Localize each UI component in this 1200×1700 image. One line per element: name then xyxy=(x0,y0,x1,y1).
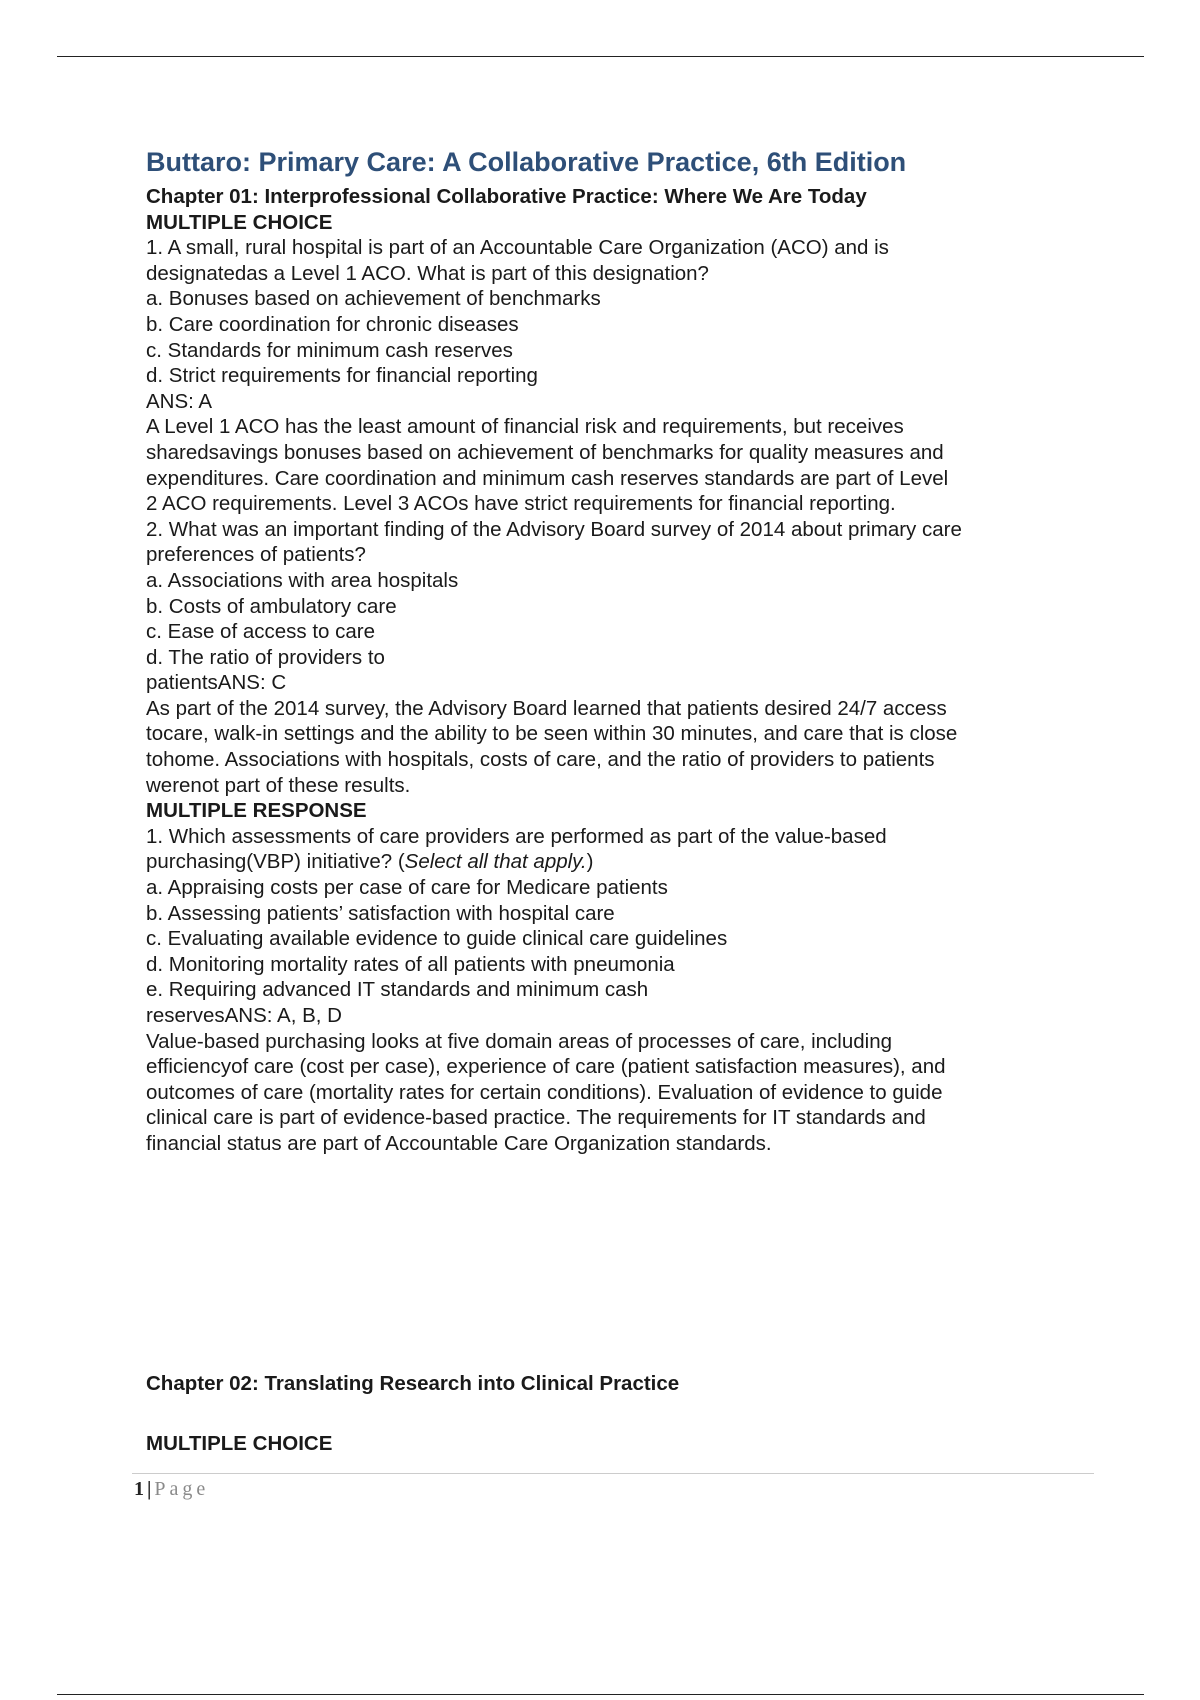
footer-separator: | xyxy=(147,1478,152,1500)
answer-option: c. Ease of access to care xyxy=(146,620,376,644)
rationale-line: A Level 1 ACO has the least amount of financial risk and requirements, but receives xyxy=(146,415,904,439)
question-2 xyxy=(146,517,1046,799)
question-text-start: purchasing(VBP) initiative? ( xyxy=(146,850,405,874)
question-text-end: ) xyxy=(586,850,594,874)
chapter-2-multiple-choice-heading: MULTIPLE CHOICE xyxy=(146,1432,333,1455)
answer-key: patientsANS: C xyxy=(146,671,287,695)
question-text: 2. What was an important finding of the Advisory Board survey of 2014 about primary care xyxy=(146,517,962,541)
question-text: 1. Which assessments of care providers are performed as part of the value-based xyxy=(146,824,887,848)
chapter-1-heading: Chapter 01: Interprofessional Collaborative Practice: Where We Are Today xyxy=(146,185,867,208)
document-title: Buttaro: Primary Care: A Collaborative Practice, 6th Edition xyxy=(146,147,907,177)
answer-option: b. Costs of ambulatory care xyxy=(146,594,397,618)
rationale-line: As part of the 2014 survey, the Advisory Board learned that patients desired 24/7 access xyxy=(146,696,947,720)
answer-option: b. Assessing patients’ satisfaction with hospital care xyxy=(146,901,615,925)
answer-option: a. Bonuses based on achievement of benchmarks xyxy=(146,287,601,311)
rationale-line: tocare, walk-in settings and the ability to be seen within 30 minutes, and care that is close xyxy=(146,722,958,746)
question-text xyxy=(146,849,1046,875)
answer-option: d. Strict requirements for financial reporting xyxy=(146,364,538,388)
answer-option: b. Care coordination for chronic diseases xyxy=(146,312,519,336)
bottom-rule xyxy=(57,1694,1144,1695)
answer-option: d. The ratio of providers to xyxy=(146,645,385,669)
answer-option: d. Monitoring mortality rates of all patients with pneumonia xyxy=(146,952,675,976)
rationale-line: 2 ACO requirements. Level 3 ACOs have strict requirements for financial reporting. xyxy=(146,492,896,516)
rationale-line: clinical care is part of evidence-based practice. The requirements for IT standards and xyxy=(146,1106,926,1130)
rationale-line: werenot part of these results. xyxy=(146,773,411,797)
answer-option: a. Appraising costs per case of care for Medicare patients xyxy=(146,876,668,900)
rationale-line: efficiencyof care (cost per case), experience of care (patient satisfaction measures), and xyxy=(146,1055,946,1079)
answer-option: e. Requiring advanced IT standards and minimum cash xyxy=(146,978,649,1002)
answer-option: a. Associations with area hospitals xyxy=(146,568,459,592)
question-text: preferences of patients? xyxy=(146,543,366,567)
footer-rule xyxy=(132,1473,1094,1474)
page-label: Page xyxy=(154,1478,210,1500)
multiple-response-heading: MULTIPLE RESPONSE xyxy=(146,799,367,823)
multiple-response-question-1 xyxy=(146,824,1046,1157)
question-text: designatedas a Level 1 ACO. What is part of this designation? xyxy=(146,261,709,285)
page-footer xyxy=(134,1478,209,1501)
answer-option: c. Evaluating available evidence to guide clinical care guidelines xyxy=(146,927,728,951)
rationale-line: sharedsavings bonuses based on achievement of benchmarks for quality measures and xyxy=(146,440,944,464)
chapter-2-heading: Chapter 02: Translating Research into Clinical Practice xyxy=(146,1372,680,1395)
question-text: 1. A small, rural hospital is part of an Accountable Care Organization (ACO) and is xyxy=(146,236,889,260)
answer-key: reservesANS: A, B, D xyxy=(146,1004,342,1027)
page-number: 1 xyxy=(134,1478,144,1500)
select-all-instruction: Select all that apply. xyxy=(404,850,587,874)
top-rule xyxy=(57,56,1144,57)
rationale-line: outcomes of care (mortality rates for certain conditions). Evaluation of evidence to guide xyxy=(146,1080,943,1104)
page-content xyxy=(146,144,1046,1157)
answer-option: c. Standards for minimum cash reserves xyxy=(146,338,513,362)
rationale-line: financial status are part of Accountable Care Organization standards. xyxy=(146,1131,772,1155)
multiple-choice-heading: MULTIPLE CHOICE xyxy=(146,210,333,234)
question-1 xyxy=(146,235,1046,517)
answer-key: ANS: A xyxy=(146,389,213,413)
rationale-line: Value-based purchasing looks at five domain areas of processes of care, including xyxy=(146,1029,893,1053)
rationale-line: expenditures. Care coordination and minimum cash reserves standards are part of Level xyxy=(146,466,949,490)
rationale-line: tohome. Associations with hospitals, costs of care, and the ratio of providers to patients xyxy=(146,748,935,772)
